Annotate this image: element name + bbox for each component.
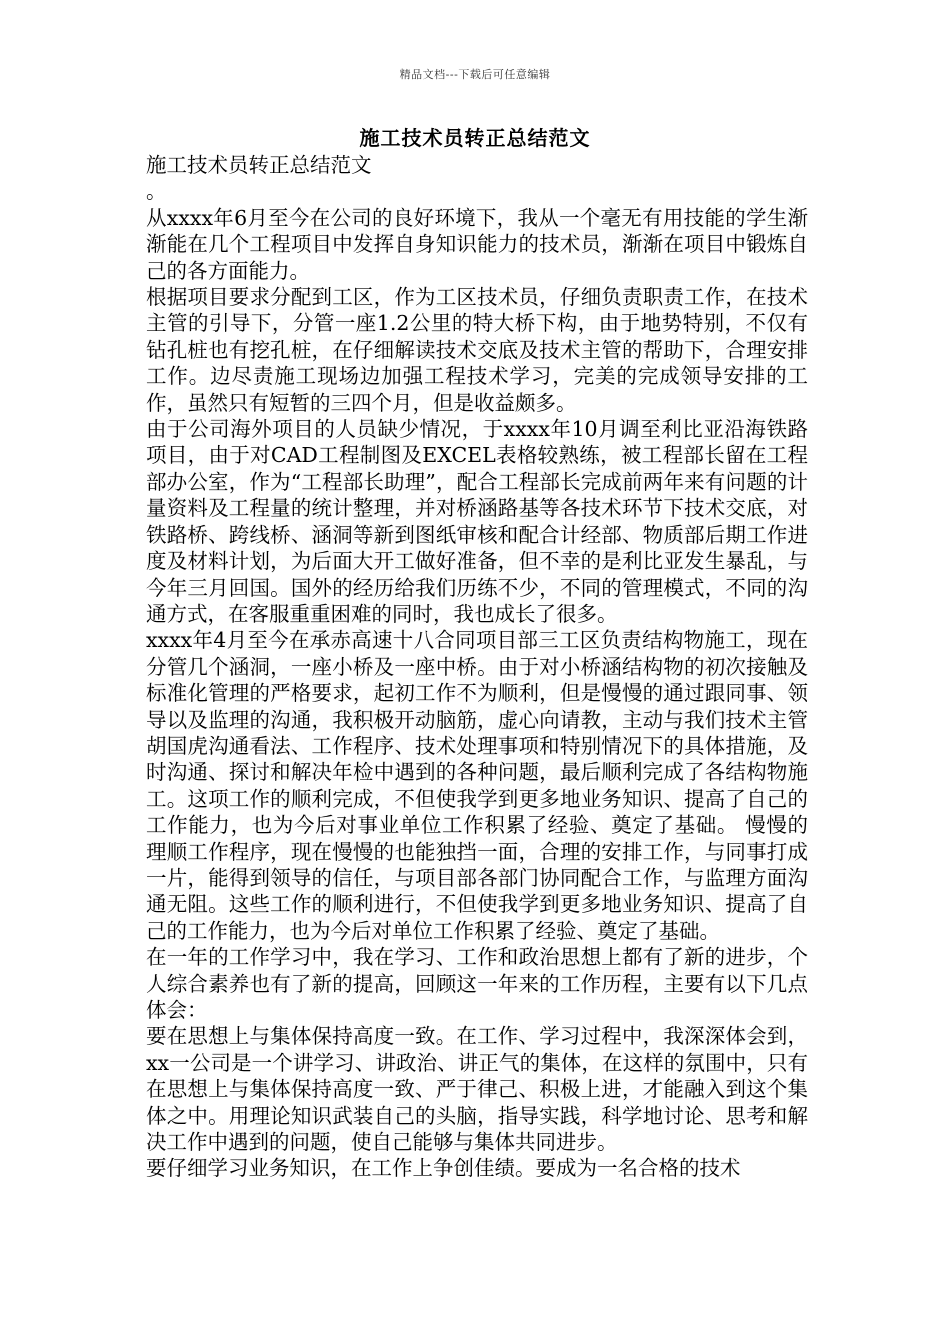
page-header: 精品文档---下载后可任意编辑 bbox=[399, 68, 551, 81]
body-paragraph: 根据项目要求分配到工区，作为工区技术员，仔细负责职责工作，在技术主管的引导下，分管一座1.2公里的特大桥下构，由于地势特别，不仅有钻孔桩也有挖孔桩，在仔细解读技术交底及技术主管的帮助下，合理安排工作。边尽责施工现场边加强工程技术学习，完美的完成领导安排的工作，虽然只有短暂的三四个月，但是收益颇多。 bbox=[146, 285, 808, 415]
body-paragraph: 在一年的工作学习中，我在学习、工作和政治思想上都有了新的进步，个人综合素养也有了新的提高，回顾这一年来的工作历程，主要有以下几点体会： bbox=[146, 945, 808, 1022]
body-paragraph: 要在思想上与集体保持高度一致。在工作、学习过程中，我深深体会到，xx一公司是一个讲学习、讲政治、讲正气的集体，在这样的氛围中，只有在思想上与集体保持高度一致、严于律己、积极上进，才能融入到这个集体之中。用理论知识武装自己的头脑，指导实践，科学地讨论、思考和解决工作中遇到的问题，使自己能够与集体共同进步。 bbox=[146, 1024, 808, 1155]
subtitle-paragraph: 施工技术员转正总结范文 bbox=[146, 153, 372, 177]
document-title: 施工技术员转正总结范文 bbox=[359, 126, 591, 150]
body-paragraph: 要仔细学习业务知识，在工作上争创佳绩。要成为一名合格的技术 bbox=[146, 1156, 741, 1181]
body-paragraph: xxxx年4月至今在承赤高速十八合同项目部三工区负责结构物施工，现在分管几个涵洞，一座小桥及一座中桥。由于对小桥涵结构物的初次接触及标准化管理的严格要求，起初工作不为顺利，但是慢慢的通过跟同事、领导以及监理的沟通，我积极开动脑筋，虚心向请教，主动与我们技术主管胡国虎沟通看法、工作程序、技术处理事项和特别情况下的具体措施，及时沟通、探讨和解决年检中遇到的各种问题，最后顺利完成了各结构物施工。这项工作的顺利完成，不但使我学到更多地业务知识、提高了自己的工作能力，也为今后对事业单位工作积累了经验、奠定了基础。 慢慢的理顺工作程序，现在慢慢的也能独挡一面，合理的安排工作，与同事打成一片，能得到领导的信任，与项目部各部门协同配合工作，与监理方面沟通无阻。这些工作的顺利进行，不但使我学到更多地业务知识、提高了自己的工作能力，也为今后对单位工作积累了经验、奠定了基础。 bbox=[146, 628, 808, 943]
punctuation-paragraph: 。 bbox=[146, 179, 167, 204]
document-body bbox=[146, 152, 808, 1182]
body-paragraph: 从xxxx年6月至今在公司的良好环境下，我从一个毫无有用技能的学生渐渐能在几个工程项目中发挥自身知识能力的技术员，渐渐在项目中锻炼自己的各方面能力。 bbox=[146, 205, 808, 283]
body-paragraph: 由于公司海外项目的人员缺少情况，于xxxx年10月调至利比亚沿海铁路项目，由于对CAD工程制图及EXCEL表格较熟练，被工程部长留在工程部办公室，作为“工程部长助理”，配合工程部长完成前两年来有问题的计量资料及工程量的统计整理，并对桥涵路基等各技术环节下技术交底，对铁路桥、跨线桥、涵洞等新到图纸审核和配合计经部、物质部后期工作进度及材料计划，为后面大开工做好准备，但不幸的是利比亚发生暴乱，与今年三月回国。国外的经历给我们历练不少，不同的管理模式，不同的沟通方式，在客服重重困难的同时，我也成长了很多。 bbox=[146, 417, 808, 626]
